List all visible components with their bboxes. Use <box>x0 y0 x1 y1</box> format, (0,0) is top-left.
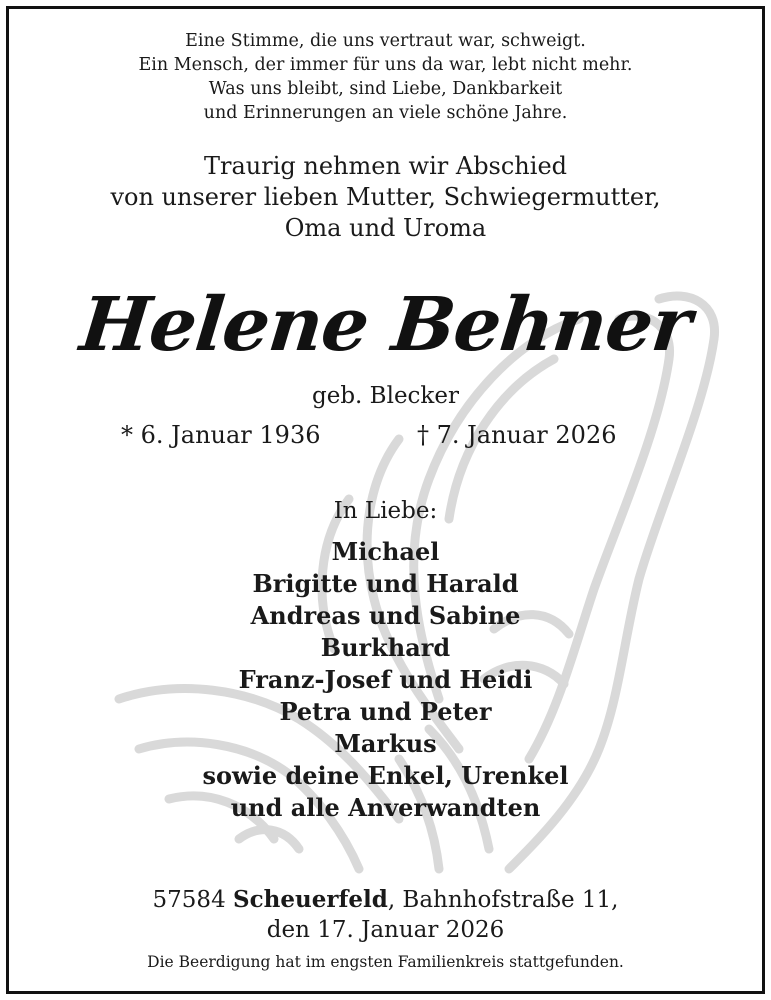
mourner-entry: Franz-Josef und Heidi <box>238 665 533 694</box>
obituary-frame <box>6 6 765 994</box>
address-line <box>9 884 762 916</box>
street: , Bahnhofstraße 11, <box>387 887 619 913</box>
death-date: † 7. Januar 2026 <box>417 421 617 449</box>
poem-line: Ein Mensch, der immer für uns da war, lebt nicht mehr. <box>138 55 633 75</box>
mourner-entry: Markus <box>334 729 437 758</box>
town: Scheuerfeld <box>233 886 388 913</box>
birth-name: geb. Blecker <box>312 383 459 409</box>
intro-line: Oma und Uroma <box>284 214 487 242</box>
place-date: den 17. Januar 2026 <box>266 917 505 943</box>
poem-line: Was uns bleibt, sind Liebe, Dankbarkeit <box>208 79 563 99</box>
mourner-entry: und alle Anverwandten <box>230 793 541 822</box>
mourners-list <box>9 536 762 824</box>
poem-verse <box>9 29 762 125</box>
mourner-entry: sowie deine Enkel, Urenkel <box>202 761 569 790</box>
intro-line: Traurig nehmen wir Abschied <box>203 152 568 180</box>
birth-date: * 6. Januar 1936 <box>121 421 321 449</box>
mourner-entry: Andreas und Sabine <box>250 601 521 630</box>
funeral-note: Die Beerdigung hat im engsten Familienkreis stattgefunden. <box>147 953 624 971</box>
deceased-name: Helene Behner <box>76 282 695 368</box>
farewell-intro <box>9 151 762 244</box>
postcode: 57584 <box>152 887 226 913</box>
poem-line: und Erinnerungen an viele schöne Jahre. <box>203 103 568 123</box>
mourner-entry: Petra und Peter <box>279 697 492 726</box>
poem-line: Eine Stimme, die uns vertraut war, schweigt. <box>185 31 586 51</box>
in-love-heading: In Liebe: <box>333 498 438 524</box>
mourner-entry: Michael <box>331 537 440 566</box>
intro-line: von unserer lieben Mutter, Schwiegermutter, <box>110 183 661 211</box>
mourner-entry: Brigitte und Harald <box>252 569 519 598</box>
mourner-entry: Burkhard <box>320 633 451 662</box>
